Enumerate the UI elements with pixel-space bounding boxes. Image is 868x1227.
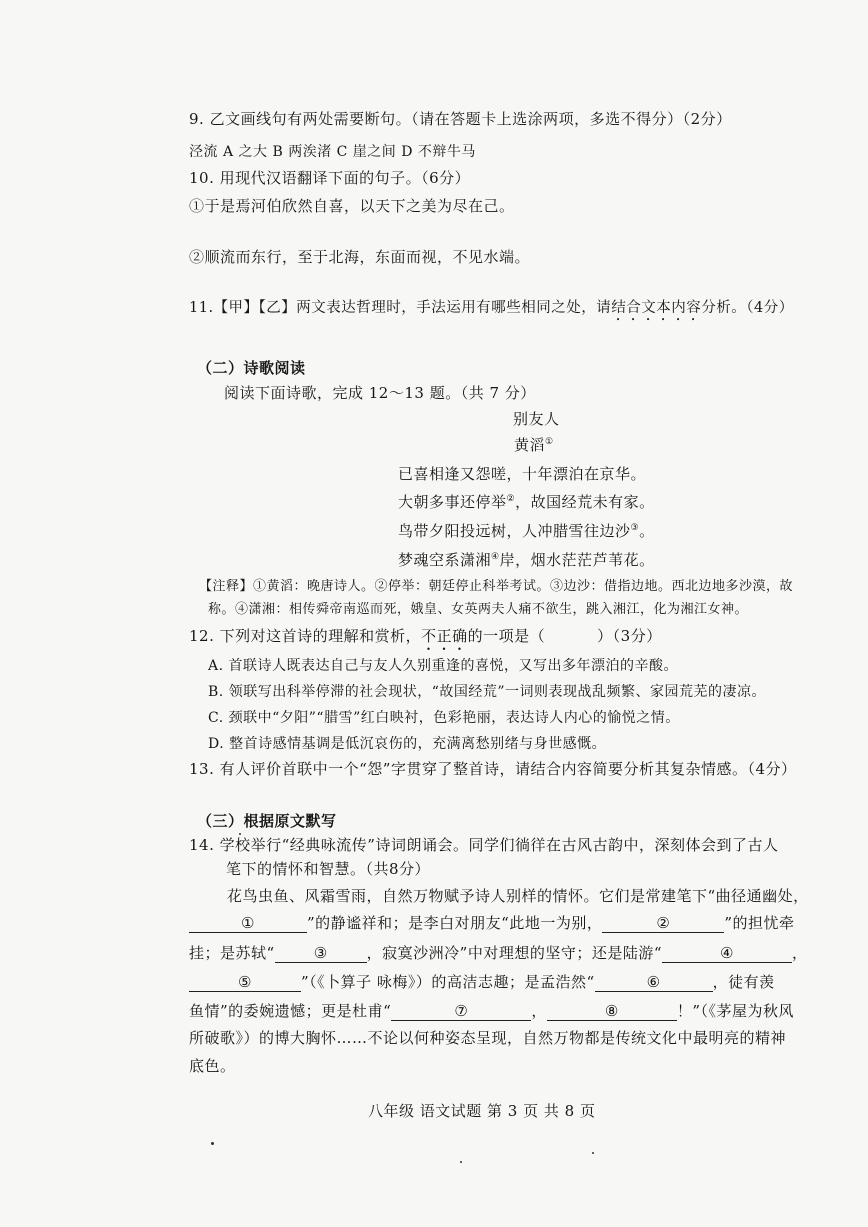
question-11-suffix: 分析。（4分） (701, 300, 794, 316)
question-12-stem-a: 12. 下列对这首诗的理解和赏析， (189, 627, 422, 645)
question-11 (189, 300, 794, 324)
section-2-intro: 阅读下面诗歌，完成 12～13 题。（共 7 分） (224, 384, 536, 402)
poem-line-3-a: 鸟带夕阳投远树，人冲腊雪往边沙 (398, 522, 631, 540)
q14-para-2-b: ”的担忧牵 (724, 914, 795, 932)
poem-line-4-a: 梦魂空系潇湘 (398, 551, 492, 569)
question-12-stem-c: ）（3分） (597, 627, 662, 645)
poem-line-4 (398, 553, 655, 568)
question-13: 13. 有人评价首联中一个“怨”字贯穿了整首诗，请结合内容简要分析其复杂情感。（4分） (189, 760, 797, 778)
blank-3[interactable]: ③ (275, 945, 367, 963)
q14-para-4 (189, 974, 775, 992)
poem-line-2-note: ② (506, 494, 516, 504)
q14-para-3-b: ，寂寞沙洲冷”中对理想的坚守；还是陆游“ (366, 944, 663, 962)
q14-para-3-a: 挂；是苏轼“ (189, 944, 275, 962)
q14-para-7: 底色。 (189, 1057, 236, 1075)
q14-para-3-c: ， (792, 944, 808, 962)
section-3-title: （三）根据原文默写 (197, 812, 337, 830)
question-11-prefix: 11.【甲】【乙】两文表达哲理时，手法运用有哪些相同之处，请 (189, 300, 612, 316)
question-9: 9. 乙文画线句有两处需要断句。（请在答题卡上选涂两项，多选不得分）（2分） (189, 110, 732, 128)
poem-line-2-b: ，故国经荒未有家。 (515, 493, 655, 511)
poem-line-3 (398, 524, 655, 539)
blank-8[interactable]: ⑧ (547, 1003, 677, 1021)
q14-para-4-b: ，徒有羡 (712, 973, 775, 991)
q14-para-5-a: 鱼情”的委婉遗憾；更是杜甫“ (189, 1002, 392, 1020)
question-14-line-1: 14. 学校举行“经典咏流传”诗词朗诵会。同学们徜徉在古风古韵中，深刻体会到了古人 (189, 836, 779, 854)
poem-line-3-b: 。 (639, 522, 655, 540)
section-2-title: （二）诗歌阅读 (197, 359, 306, 377)
question-10-sentence-1: ①于是焉河伯欣然自喜，以天下之美为尽在己。 (189, 197, 515, 215)
blank-4[interactable]: ④ (662, 945, 792, 963)
q14-para-1: 花鸟虫鱼、风霜雪雨，自然万物赋予诗人别样的情怀。它们是常建笔下“曲径通幽处， (227, 887, 809, 905)
q14-para-2-a: ”的静谧祥和；是李白对朋友“此地一为别， (307, 914, 603, 932)
q14-para-5-c: ！”（《茅屋为秋风 (676, 1002, 795, 1020)
blank-1[interactable]: ① (189, 915, 307, 933)
poem-line-1 (398, 467, 646, 482)
poem-line-4-b: 岸，烟水茫茫芦苇花。 (499, 551, 655, 569)
scan-speck (592, 1152, 594, 1154)
poem-author-note: ① (545, 437, 554, 447)
question-10-sentence-2: ②顺流而东行，至于北海，东面而视，不见水端。 (189, 248, 531, 266)
question-12-option-a: A. 首联诗人既表达自己与友人久别重逢的喜悦，又写出多年漂泊的辛酸。 (208, 658, 679, 674)
poem-title: 别友人 (513, 410, 560, 428)
question-14-line-2: 笔下的情怀和智慧。（共8分） (226, 860, 431, 878)
poem-notes-2: 称。④潇湘：相传舜帝南巡而死，娥皇、女英两夫人痛不欲生，跳入湘江，化为湘江女神。 (208, 602, 749, 617)
blank-7[interactable]: ⑦ (391, 1003, 531, 1021)
poem-line-1-text: 已喜相逢又怨嗟，十年漂泊在京华。 (398, 465, 647, 483)
scan-speck (211, 1142, 214, 1145)
poem-line-2 (398, 495, 655, 510)
question-12-option-b: B. 领联写出科举停滞的社会现状，“故国经荒”一词则表现战乱频繁、家园荒芜的凄凉。 (208, 684, 767, 700)
scan-speck (239, 833, 241, 835)
q14-para-5 (189, 1003, 794, 1021)
blank-6[interactable]: ⑥ (595, 974, 713, 992)
q14-para-3 (189, 945, 808, 963)
page-footer: 八年级 语文试题 第 3 页 共 8 页 (368, 1102, 596, 1120)
question-10: 10. 用现代汉语翻译下面的句子。（6分） (189, 169, 471, 187)
question-12-stem (189, 627, 662, 654)
poem-line-3-note: ③ (630, 523, 640, 533)
poem-line-4-note: ④ (491, 552, 500, 562)
blank-5[interactable]: ⑤ (189, 974, 301, 992)
q14-para-4-a: ”（《卜算子 咏梅》）的高洁志趣；是孟浩然“ (301, 973, 595, 991)
question-11-emphasis: 结合文本内容 (611, 300, 702, 316)
q14-para-5-b: ， (531, 1002, 547, 1020)
poem-author-name: 黄滔 (514, 436, 546, 454)
question-12-emphasis: 不正确 (421, 627, 468, 645)
poem-notes-1: 【注释】①黄滔：晚唐诗人。②停举：朝廷停止科举考试。③边沙：借指边地。西北边地多沙漠，故 (199, 579, 794, 594)
question-12-option-d: D. 整首诗感情基调是低沉哀伤的，充满离愁别绪与身世感慨。 (208, 736, 607, 752)
blank-2[interactable]: ② (602, 915, 724, 933)
poem-author (514, 438, 554, 453)
q14-para-6: 所破歌》）的博大胸怀……不论以何种姿态呈现，自然万物都是传统文化中最明亮的精神 (189, 1029, 787, 1047)
question-12-stem-b: 的一项是（ (467, 627, 546, 645)
scan-speck (460, 1161, 462, 1163)
question-9-options: 泾流 A 之大 B 两涘渚 C 崖之间 D 不辩牛马 (189, 144, 476, 160)
poem-line-2-a: 大朝多事还停举 (398, 493, 507, 511)
q14-para-2 (189, 915, 795, 933)
question-12-option-c: C. 颈联中“夕阳”“腊雪”红白映衬，色彩艳丽，表达诗人内心的愉悦之情。 (208, 710, 680, 726)
